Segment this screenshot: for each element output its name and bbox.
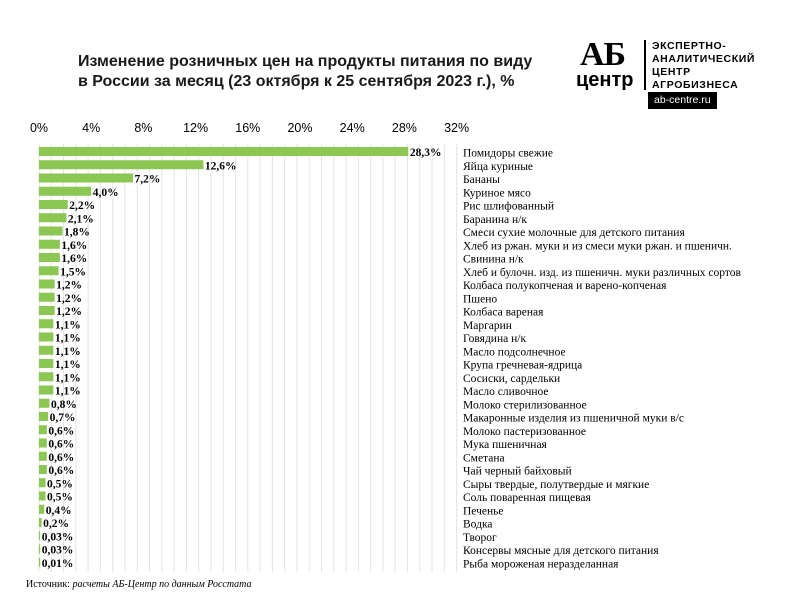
x-tick-label: 16%	[235, 121, 261, 135]
category-label: Баранина н/к	[463, 213, 527, 226]
bar	[39, 240, 60, 249]
bar-value-label: 0,7%	[49, 412, 76, 424]
bar-value-label: 0,6%	[48, 438, 75, 451]
bar	[39, 452, 47, 461]
bar	[39, 465, 47, 474]
bar-value-label: 12,6%	[204, 160, 237, 173]
bar	[39, 439, 47, 448]
bar-value-label: 0,6%	[48, 451, 75, 464]
category-label: Рис шлифованный	[463, 200, 555, 213]
bar	[39, 359, 53, 368]
bar-value-label: 1,1%	[54, 345, 81, 358]
category-label: Помидоры свежие	[463, 147, 553, 160]
bar	[39, 412, 48, 421]
bar	[39, 505, 44, 514]
bar-value-label: 1,6%	[61, 253, 88, 265]
bar-value-label: 1,1%	[54, 372, 81, 385]
category-label: Творог	[463, 531, 497, 544]
category-label: Мука пшеничная	[463, 439, 547, 451]
bar-value-label: 2,1%	[67, 213, 94, 226]
x-tick-label: 24%	[339, 121, 365, 135]
category-label: Масло сливочное	[463, 386, 549, 398]
bar-value-label: 0,6%	[48, 425, 75, 438]
category-label: Чай черный байховый	[463, 465, 572, 478]
category-label: Бананы	[463, 174, 500, 186]
bar-value-label: 0,2%	[43, 518, 69, 530]
bar	[39, 174, 133, 183]
bar-value-label: 1,1%	[54, 359, 81, 371]
category-label: Колбаса полукопченая и варено-копченая	[463, 280, 667, 292]
bar	[39, 200, 68, 209]
bar	[39, 531, 40, 540]
x-tick-label: 28%	[391, 121, 417, 135]
bar-value-label: 4,0%	[92, 186, 119, 199]
bar-value-label: 1,2%	[56, 306, 83, 318]
bar-value-label: 1,1%	[54, 332, 81, 345]
category-label: Сметана	[463, 452, 505, 465]
bar-value-label: 0,4%	[45, 504, 72, 517]
category-label: Колбаса вареная	[463, 306, 544, 319]
bar	[39, 492, 46, 501]
bar	[39, 333, 53, 342]
bar-value-label: 1,1%	[54, 385, 81, 398]
bar	[39, 213, 66, 222]
category-label: Смеси сухие молочные для детского питания	[463, 227, 685, 239]
bar	[39, 386, 53, 395]
bar	[39, 147, 408, 156]
bar-value-label: 0,5%	[47, 491, 73, 504]
category-label: Печенье	[463, 505, 504, 518]
bar	[39, 187, 91, 196]
bar-value-label: 0,8%	[50, 398, 77, 411]
bar	[39, 253, 60, 262]
bar-value-label: 1,2%	[56, 279, 83, 292]
bar	[39, 280, 55, 289]
category-label: Маргарин	[463, 319, 512, 332]
category-label: Хлеб из ржан. муки и из смеси муки ржан. и пшеничн.	[463, 240, 732, 253]
logo-centr-text: центр	[576, 69, 634, 91]
bar	[39, 372, 53, 381]
chart-title-line-2: в России за месяц (23 октября к 25 сентября 2023 г.), %	[78, 73, 515, 90]
bar-value-label: 0,5%	[47, 478, 73, 491]
category-label: Крупа гречневая-ядрица	[463, 359, 583, 372]
bar	[39, 160, 203, 169]
bar-value-label: 1,5%	[60, 266, 86, 279]
source-text: расчеты АБ-Центр по данным Росстата	[72, 579, 252, 590]
bar	[39, 266, 59, 275]
bar-value-label: 0,03%	[41, 544, 74, 557]
bar	[39, 399, 49, 408]
logo-ab-text: АБ	[580, 36, 626, 73]
category-label: Куриное мясо	[463, 187, 531, 200]
bar	[39, 319, 53, 328]
logo-url: ab-centre.ru	[648, 92, 717, 109]
bar-value-label: 7,2%	[134, 173, 161, 186]
x-tick-label: 12%	[183, 121, 209, 135]
bar-value-label: 1,8%	[63, 226, 90, 239]
category-label: Говядина н/к	[463, 333, 527, 345]
bar	[39, 478, 46, 487]
x-tick-label: 4%	[82, 121, 101, 135]
category-label: Водка	[463, 518, 493, 531]
bar-value-label: 1,1%	[54, 319, 81, 332]
category-label: Пшено	[463, 293, 498, 306]
bar	[39, 306, 55, 315]
logo-caption-line-4: АГРОБИЗНЕСА	[652, 79, 739, 91]
category-label: Молоко стерилизованное	[463, 399, 587, 412]
bar	[39, 425, 47, 434]
category-label: Хлеб и булочн. изд. из пшеничн. муки различных сортов	[463, 266, 741, 279]
x-tick-label: 20%	[287, 121, 313, 135]
bar	[39, 558, 40, 567]
chart-title-line-1: Изменение розничных цен на продукты питания по виду	[78, 53, 533, 70]
bar-value-label: 0,01%	[41, 557, 74, 570]
category-label: Молоко пастеризованное	[463, 425, 586, 438]
category-label: Сосиски, сардельки	[463, 372, 561, 385]
bar-value-label: 0,6%	[48, 465, 75, 477]
source-note	[26, 579, 252, 590]
category-label: Рыба мороженая неразделанная	[463, 558, 619, 571]
bar-value-label: 1,6%	[61, 239, 88, 252]
logo-caption-line-3: ЦЕНТР	[652, 66, 691, 78]
bar	[39, 293, 55, 302]
bar-value-label: 1,2%	[56, 292, 83, 305]
x-tick-label: 0%	[29, 121, 49, 135]
bar-value-label: 2,2%	[69, 200, 96, 212]
bar	[39, 545, 40, 554]
source-label: Источник:	[26, 579, 71, 590]
bar	[39, 227, 62, 236]
category-label: Консервы мясные для детского питания	[463, 545, 659, 557]
x-tick-label: 32%	[444, 121, 470, 135]
category-label: Соль поваренная пищевая	[463, 492, 591, 504]
bar-value-label: 28,3%	[409, 147, 442, 159]
bar-value-label: 0,03%	[41, 531, 74, 544]
category-label: Макаронные изделия из пшеничной муки в/с	[463, 412, 684, 425]
x-tick-label: 8%	[134, 121, 153, 135]
logo-caption-line-1: ЭКСПЕРТНО-	[652, 40, 727, 52]
category-label: Сыры твердые, полутвердые и мягкие	[463, 478, 650, 491]
category-label: Яйца куриные	[463, 160, 534, 173]
category-label: Масло подсолнечное	[463, 346, 566, 359]
bar	[39, 518, 42, 527]
category-label: Свинина н/к	[463, 253, 524, 266]
logo-caption-line-2: АНАЛИТИЧЕСКИЙ	[652, 53, 756, 65]
bar	[39, 346, 53, 355]
